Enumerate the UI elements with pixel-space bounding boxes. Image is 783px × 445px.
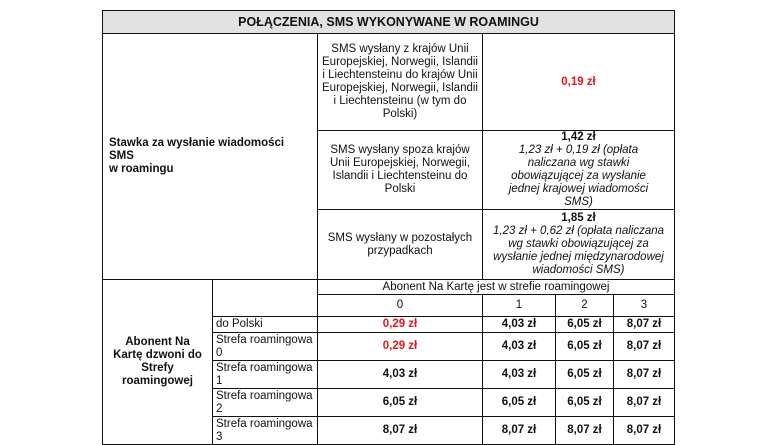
- roaming-pricing-table: [102, 10, 675, 445]
- sms-label-line3: w roamingu: [109, 163, 174, 175]
- price-cell: 8,07 zł: [556, 417, 614, 445]
- sms-price-note-to-poland: 1,23 zł + 0,19 zł (opłata naliczana wg stawki obowiązującej za wysłanie jednej krajowej wiadomości SMS): [508, 144, 649, 208]
- price-cell: 4,03 zł: [318, 361, 483, 389]
- price-cell: 6,05 zł: [483, 389, 556, 417]
- destination-label: do Polski: [213, 317, 318, 333]
- zone-header: Abonent Na Kartę jest w strefie roamingowej: [318, 280, 675, 295]
- destination-label: Strefa roamingowa 2: [213, 389, 318, 417]
- sms-price-eu: 0,19 zł: [483, 34, 675, 131]
- price-cell: 8,07 zł: [318, 417, 483, 445]
- price-cell: 6,05 zł: [556, 389, 614, 417]
- price-cell: 6,05 zł: [556, 333, 614, 361]
- price-cell: 6,05 zł: [318, 389, 483, 417]
- sms-description-other: SMS wysłany w pozostałych przypadkach: [318, 210, 483, 280]
- destination-label: Strefa roamingowa 1: [213, 361, 318, 389]
- zone-col-0: 0: [318, 295, 483, 317]
- sms-label-line2: SMS: [109, 150, 134, 162]
- price-cell: 8,07 zł: [614, 361, 675, 389]
- sms-price-note-other: 1,23 zł + 0,62 zł (opłata naliczana wg stawki obowiązującej za wysłanie jednej międzynarodowej wiadomości SMS): [493, 225, 665, 276]
- zone-col-1: 1: [483, 295, 556, 317]
- sms-rate-label: [103, 34, 318, 280]
- zone-col-2: 2: [556, 295, 614, 317]
- sms-price-to-poland-cell: [483, 131, 675, 210]
- zone-col-3: 3: [614, 295, 675, 317]
- empty-header-cell: [213, 280, 318, 317]
- price-cell: 4,03 zł: [483, 361, 556, 389]
- table-title: POŁĄCZENIA, SMS WYKONYWANE W ROAMINGU: [103, 11, 675, 34]
- price-cell: 6,05 zł: [556, 317, 614, 333]
- price-cell: 0,29 zł: [318, 317, 483, 333]
- price-cell: 8,07 zł: [483, 417, 556, 445]
- price-cell: 8,07 zł: [614, 389, 675, 417]
- sms-price-to-poland: 1,42 zł: [561, 131, 596, 143]
- price-cell: 8,07 zł: [614, 333, 675, 361]
- price-cell: 4,03 zł: [483, 317, 556, 333]
- sms-price-other-cell: [483, 210, 675, 280]
- price-cell: 6,05 zł: [556, 361, 614, 389]
- sms-price-other: 1,85 zł: [561, 212, 596, 224]
- sms-label-line1: Stawka za wysłanie wiadomości: [109, 137, 285, 149]
- calls-section-label: Abonent Na Kartę dzwoni do Strefy roamingowej: [103, 280, 213, 445]
- destination-label: Strefa roamingowa 3: [213, 417, 318, 445]
- price-cell: 4,03 zł: [483, 333, 556, 361]
- sms-description-eu: SMS wysłany z krajów Unii Europejskiej, Norwegii, Islandii i Liechtensteinu do krajów Unii Europejskiej, Norwegii, Islandii i Liechtensteinu (w tym do Polski): [318, 34, 483, 131]
- price-cell: 8,07 zł: [614, 317, 675, 333]
- price-cell: 0,29 zł: [318, 333, 483, 361]
- price-cell: 8,07 zł: [614, 417, 675, 445]
- sms-description-to-poland: SMS wysłany spoza krajów Unii Europejskiej, Norwegii, Islandii i Liechtensteinu do Polski: [318, 131, 483, 210]
- destination-label: Strefa roamingowa 0: [213, 333, 318, 361]
